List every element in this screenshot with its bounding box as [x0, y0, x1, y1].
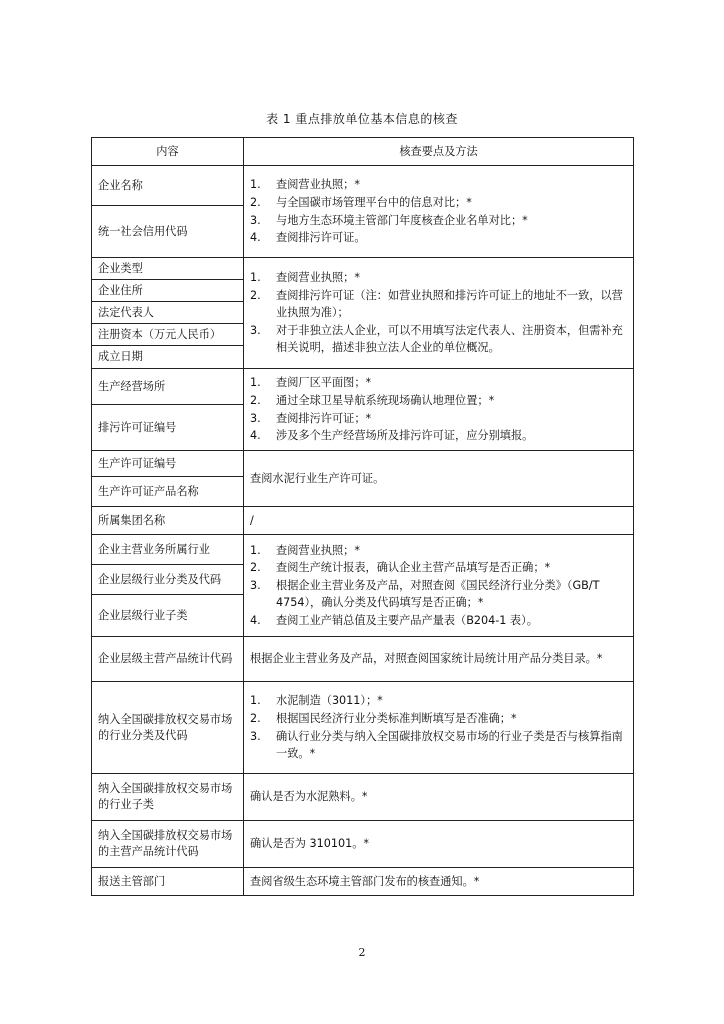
- item-cell: 企业类型: [92, 258, 244, 280]
- method-cell: 确认是否为水泥熟料。*: [244, 774, 634, 821]
- table-row: [92, 166, 634, 206]
- method-item: 1. 水泥制造（3011）；*: [250, 694, 383, 708]
- verification-table: [91, 137, 634, 896]
- item-cell: 企业层级行业子类: [92, 595, 244, 637]
- page-number: 2: [358, 946, 366, 959]
- item-cell: 纳入全国碳排放权交易市场的行业子类: [92, 774, 244, 821]
- table-header-row: [92, 138, 634, 166]
- table-title: 表 1 重点排放单位基本信息的核查: [266, 112, 458, 126]
- method-item: 2. 查阅排污许可证（注：如营业执照和排污许可证上的地址不一致，以营业执照为准）；: [250, 288, 623, 320]
- header-method: 核查要点及方法: [244, 138, 634, 166]
- method-cell: [244, 166, 634, 258]
- table-row: [92, 507, 634, 535]
- method-cell: 查阅水泥行业生产许可证。: [244, 451, 634, 507]
- item-cell: 统一社会信用代码: [92, 206, 244, 258]
- item-cell: 企业名称: [92, 166, 244, 206]
- item-cell: 纳入全国碳排放权交易市场的行业分类及代码: [92, 682, 244, 774]
- method-list: [250, 542, 627, 630]
- table-row: [92, 451, 634, 477]
- method-cell: 确认是否为 310101。*: [244, 821, 634, 868]
- method-item: 2. 查阅生产统计报表，确认企业主营产品填写是否正确；*: [250, 561, 551, 575]
- method-item: 4. 涉及多个生产经营场所及排污许可证，应分别填报。: [250, 429, 534, 443]
- item-cell: 报送主管部门: [92, 868, 244, 896]
- table-row: [92, 682, 634, 774]
- item-cell: 企业层级主营产品统计代码: [92, 637, 244, 682]
- method-cell: 查阅省级生态环境主管部门发布的核查通知。*: [244, 868, 634, 896]
- table-row: [92, 774, 634, 821]
- item-cell: 生产经营场所: [92, 369, 244, 405]
- item-cell: 所属集团名称: [92, 507, 244, 535]
- method-item: 3. 与地方生态环境主管部门年度核查企业名单对比；*: [250, 213, 528, 227]
- method-item: 3. 确认行业分类与纳入全国碳排放权交易市场的行业子类是否与核算指南一致。*: [250, 729, 623, 761]
- method-item: 2. 根据国民经济行业分类标准判断填写是否准确；*: [250, 711, 517, 725]
- method-cell: [244, 258, 634, 369]
- item-cell: 企业住所: [92, 280, 244, 302]
- table-row: [92, 868, 634, 896]
- item-cell: 注册资本（万元人民币）: [92, 324, 244, 346]
- item-cell: 生产许可证产品名称: [92, 477, 244, 507]
- method-list: [250, 692, 627, 762]
- item-cell: 企业主营业务所属行业: [92, 535, 244, 565]
- method-cell: /: [244, 507, 634, 535]
- table-row: [92, 258, 634, 280]
- item-cell: 纳入全国碳排放权交易市场的主营产品统计代码: [92, 821, 244, 868]
- item-cell: 生产许可证编号: [92, 451, 244, 477]
- method-item: 4. 查阅排污许可证。: [250, 231, 366, 245]
- method-item: 2. 与全国碳市场管理平台中的信息对比；*: [250, 195, 472, 209]
- method-item: 4. 查阅工业产销总值及主要产品产量表（B204-1 表）。: [250, 613, 538, 627]
- method-item: 1. 查阅营业执照；*: [250, 543, 360, 557]
- method-item: 3. 根据企业主营业务及产品，对照查阅《国民经济行业分类》（GB/T 4754），确认分类及代码填写是否正确；*: [250, 578, 600, 610]
- method-list: [250, 374, 627, 444]
- method-item: 3. 查阅排污许可证；*: [250, 411, 372, 425]
- method-cell: [244, 369, 634, 451]
- item-cell: 成立日期: [92, 346, 244, 369]
- item-cell: 法定代表人: [92, 302, 244, 324]
- method-list: [250, 269, 627, 357]
- table-row: [92, 535, 634, 565]
- table-row: [92, 369, 634, 405]
- method-cell: [244, 535, 634, 637]
- method-item: 3. 对于非独立法人企业，可以不用填写法定代表人、注册资本，但需补充相关说明，描述非独立法人企业的单位概况。: [250, 323, 623, 355]
- table-row: [92, 821, 634, 868]
- method-item: 2. 通过全球卫星导航系统现场确认地理位置；*: [250, 393, 495, 407]
- method-list: [250, 176, 627, 246]
- header-content: 内容: [92, 138, 244, 166]
- item-cell: 排污许可证编号: [92, 405, 244, 451]
- method-cell: [244, 682, 634, 774]
- method-cell: 根据企业主营业务及产品，对照查阅国家统计局统计用产品分类目录。*: [244, 637, 634, 682]
- method-item: 1. 查阅营业执照；*: [250, 271, 360, 285]
- table-row: [92, 637, 634, 682]
- item-cell: 企业层级行业分类及代码: [92, 565, 244, 595]
- method-item: 1. 查阅厂区平面图；*: [250, 376, 372, 390]
- method-item: 1. 查阅营业执照；*: [250, 178, 360, 192]
